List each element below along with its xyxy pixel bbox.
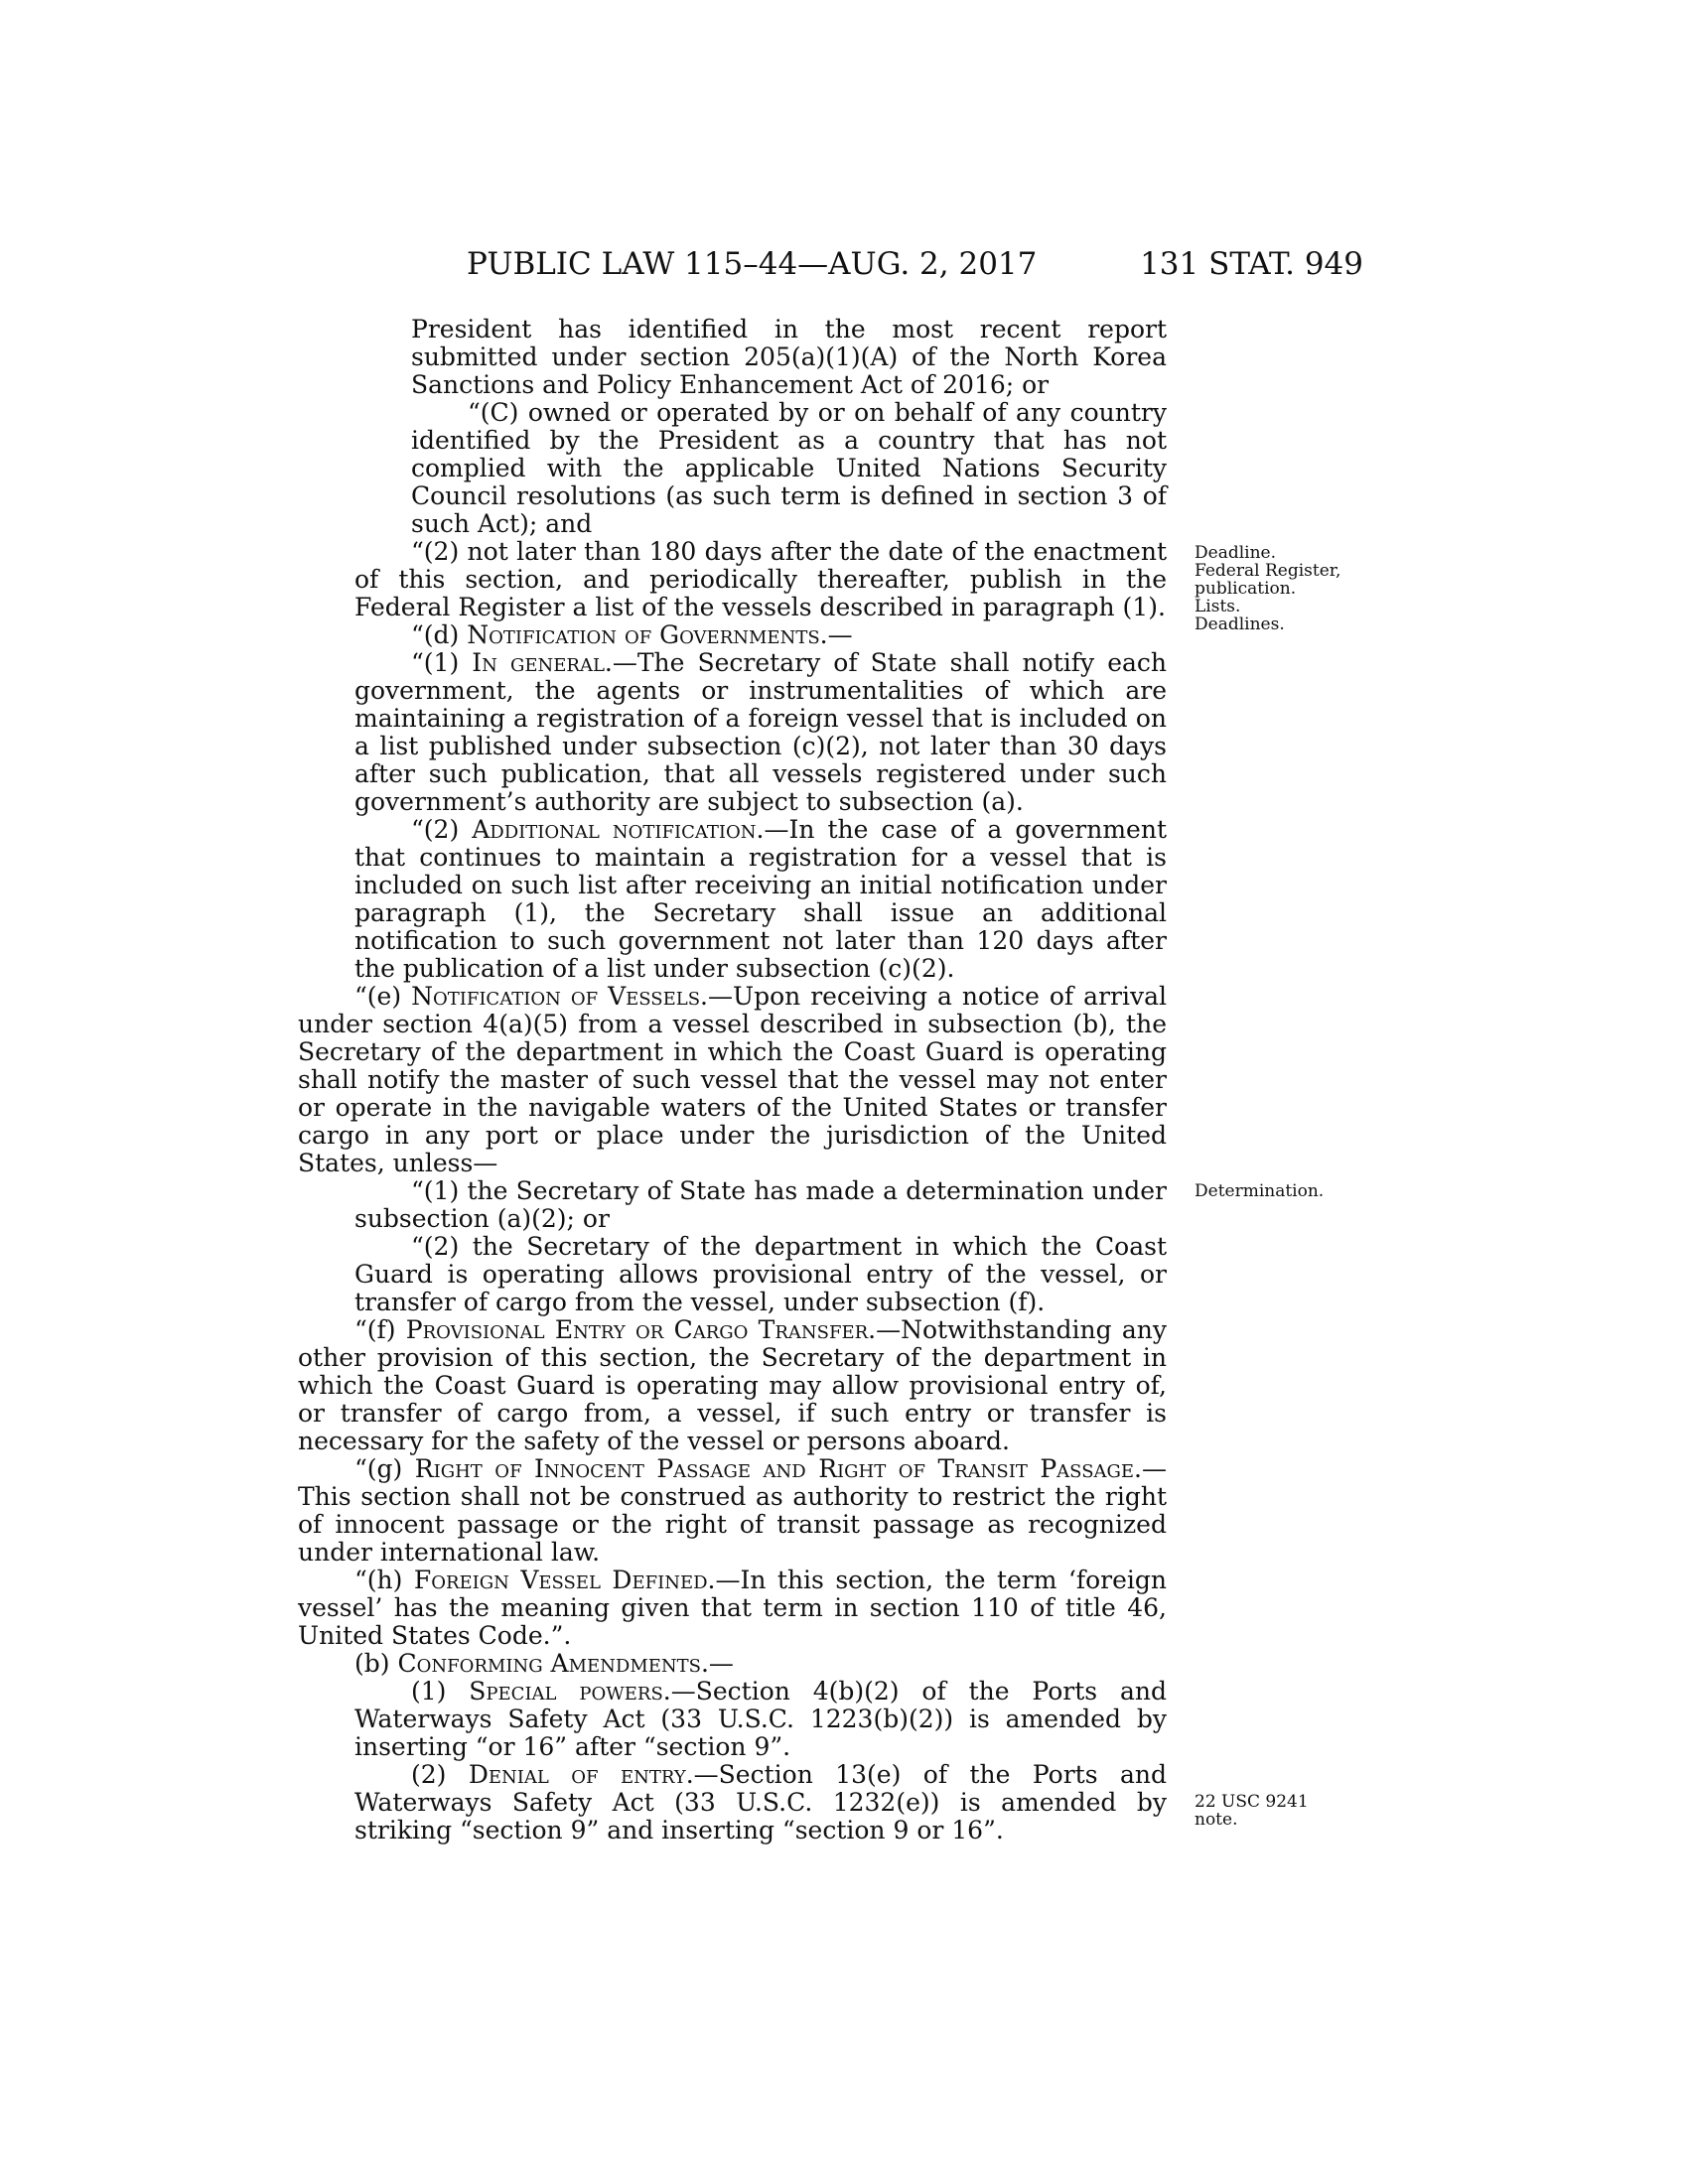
subsection-heading: “(d) Notification of Governments.—: [411, 620, 853, 649]
paragraph: “(h) Foreign Vessel Defined.—In this section, the term ‘foreign vessel’ has the meaning given that term in section 110 of title 46, United States Code.”.: [298, 1566, 1167, 1650]
page-header: [467, 244, 1363, 284]
paragraph: “(e) Notification of Vessels.—Upon receiving a notice of arrival under section 4(a)(5) from a vessel described in subsection (b), the Secretary of the department in which the Coast Guard is operating shall notify the master of such vessel that the vessel may not enter or operate in the navigable waters of the United States or transfer cargo in any port or place under the jurisdiction of the United States, unless—: [298, 982, 1167, 1177]
paragraph: “(2) Additional notification.—In the case of a government that continues to maintain a registration for a vessel that is included on such list after receiving an initial notification under paragraph (1), the Secretary shall issue an additional notification to such government not later than 120 days after the publication of a list under subsection (c)(2).: [354, 815, 1167, 983]
paragraph: President has identified in the most recent report submitted under section 205(a)(1)(A) of the North Korea Sanctions and Policy Enhancement Act of 2016; or: [411, 315, 1167, 399]
paragraph: “(f) Provisional Entry or Cargo Transfer.—Notwithstanding any other provision of this section, the Secretary of the department in which the Coast Guard is operating may allow provisional entry of, or transfer of cargo from, a vessel, if such entry or transfer is necessary for the safety of the vessel or persons aboard.: [298, 1315, 1167, 1455]
margin-note-determination: Determination.: [1195, 1181, 1325, 1201]
paragraph: “(g) Right of Innocent Passage and Right of Transit Passage.—This section shall not be construed as authority to restrict the right of innocent passage or the right of transit passage as recognized under international law.: [298, 1454, 1167, 1567]
paragraph: “(C) owned or operated by or on behalf of any country identified by the President as a country that has not complied with the applicable United Nations Security Council resolutions (as such term is defined in section 3 of such Act); and: [411, 398, 1167, 538]
paragraph: “(2) not later than 180 days after the date of the enactment of this section, and periodically thereafter, publish in the Federal Register a list of the vessels described in paragraph (1).: [354, 537, 1167, 621]
paragraph: (1) Special powers.—Section 4(b)(2) of the Ports and Waterways Safety Act (33 U.S.C. 1223(b)(2)) is amended by inserting “or 16” after “section 9”.: [354, 1677, 1167, 1761]
margin-note-usc: 22 USC 9241 note.: [1195, 1792, 1309, 1830]
subsection-heading: (b) Conforming Amendments.—: [354, 1649, 734, 1678]
paragraph: (2) Denial of entry.—Section 13(e) of the Ports and Waterways Safety Act (33 U.S.C. 1232(e)) is amended by striking “section 9” and inserting “section 9 or 16”.: [354, 1760, 1167, 1844]
paragraph: “(2) the Secretary of the department in which the Coast Guard is operating allows provisional entry of the vessel, or transfer of cargo from the vessel, under subsection (f).: [354, 1232, 1167, 1316]
margin-note-deadline: Deadline. Federal Register, publication. Lists. Deadlines.: [1195, 543, 1341, 634]
stat-page-number: 131 STAT. 949: [1140, 246, 1363, 282]
statute-text: [298, 316, 1167, 1844]
law-title: PUBLIC LAW 115–44—AUG. 2, 2017: [467, 246, 1038, 282]
paragraph: “(1) the Secretary of State has made a determination under subsection (a)(2); or: [354, 1176, 1167, 1233]
paragraph: “(1) In general.—The Secretary of State shall notify each government, the agents or instrumentalities of which are maintaining a registration of a foreign vessel that is included on a list published under subsection (c)(2), not later than 30 days after such publication, that all vessels registered under such government’s authority are subject to subsection (a).: [354, 648, 1167, 816]
